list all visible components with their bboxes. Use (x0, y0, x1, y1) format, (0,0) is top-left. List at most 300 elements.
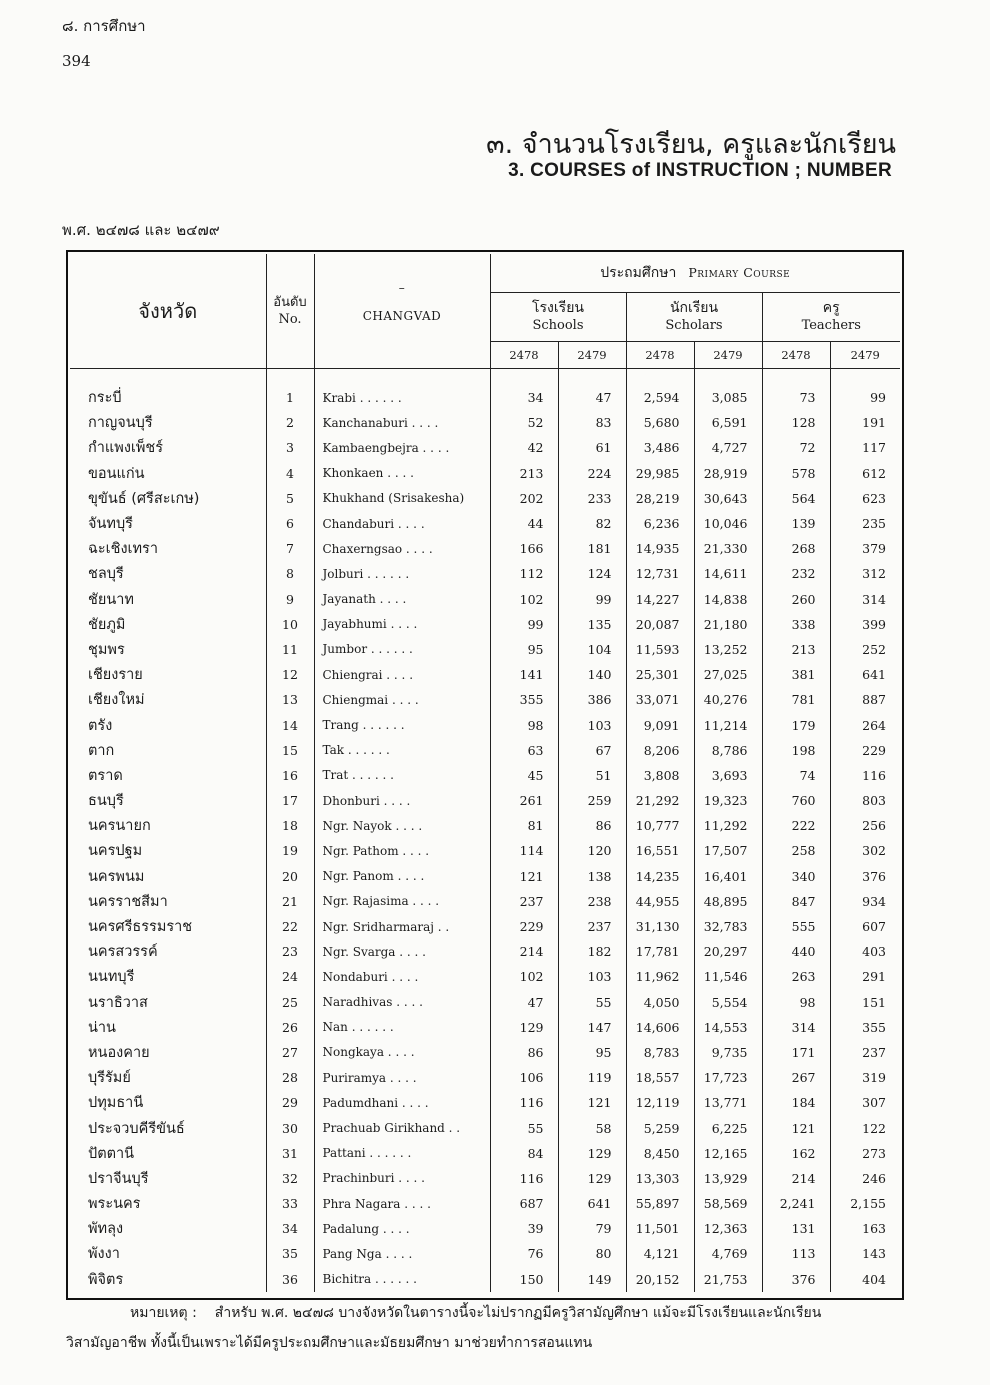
row-number: 8 (266, 561, 314, 586)
row-number: 7 (266, 536, 314, 561)
scholars-2479: 8,786 (694, 738, 762, 763)
province-thai: นครสวรรค์ (88, 944, 158, 961)
table-row (70, 1040, 900, 1065)
changvad-name: Chandaburi . . . . (314, 511, 490, 536)
row-number: 35 (266, 1241, 314, 1266)
schools-2478: 116 (490, 1090, 558, 1115)
teachers-2478: 139 (762, 511, 830, 536)
teachers-2478: 268 (762, 536, 830, 561)
teachers-2478: 128 (762, 410, 830, 435)
table-row (70, 410, 900, 435)
row-number: 31 (266, 1141, 314, 1166)
table-row (70, 486, 900, 511)
schools-2479: 233 (558, 486, 626, 511)
province-thai: ปทุมธานี (88, 1095, 144, 1112)
row-number: 34 (266, 1216, 314, 1241)
header-province-thai: จังหวัด (70, 254, 266, 369)
teachers-2478: 258 (762, 838, 830, 863)
table-row (70, 864, 900, 889)
schools-2478: 129 (490, 1015, 558, 1040)
schools-2478: 112 (490, 561, 558, 586)
table-row (70, 662, 900, 687)
teachers-2479: 319 (830, 1065, 900, 1090)
table-row (70, 838, 900, 863)
schools-2479: 121 (558, 1090, 626, 1115)
scholars-2478: 12,119 (626, 1090, 694, 1115)
scholars-2479: 12,165 (694, 1141, 762, 1166)
teachers-2479: 191 (830, 410, 900, 435)
row-number: 25 (266, 990, 314, 1015)
scholars-2478: 20,152 (626, 1267, 694, 1292)
schools-2478: 42 (490, 435, 558, 460)
education-table (70, 254, 900, 1292)
teachers-2479: 291 (830, 964, 900, 989)
province-thai: ชุมพร (88, 641, 125, 658)
scholars-2478: 14,606 (626, 1015, 694, 1040)
province-thai: นครนายก (88, 818, 151, 835)
scholars-2479: 14,611 (694, 561, 762, 586)
scholars-2479: 13,771 (694, 1090, 762, 1115)
province-thai: นครราชสีมา (88, 893, 168, 910)
scholars-2479: 10,046 (694, 511, 762, 536)
teachers-2479: 163 (830, 1216, 900, 1241)
scholars-2479: 6,225 (694, 1115, 762, 1140)
table-row (70, 1166, 900, 1191)
schools-2478: 214 (490, 939, 558, 964)
scholars-2478: 11,593 (626, 637, 694, 662)
scholars-2479: 32,783 (694, 914, 762, 939)
table-row (70, 435, 900, 460)
changvad-name: Chiengmai . . . . (314, 687, 490, 712)
scholars-2478: 4,050 (626, 990, 694, 1015)
header-scholars (626, 293, 762, 342)
changvad-name: Dhonburi . . . . (314, 788, 490, 813)
header-no-thai: อันดับ (273, 295, 307, 310)
page-title-english: 3. COURSES of INSTRUCTION ; NUMBER (508, 160, 892, 181)
schools-2479: 641 (558, 1191, 626, 1216)
row-number: 20 (266, 864, 314, 889)
years-caption: พ.ศ. ๒๔๗๘ และ ๒๔๗๙ (62, 221, 220, 239)
scholars-2478: 21,292 (626, 788, 694, 813)
teachers-2478: 98 (762, 990, 830, 1015)
header-changvad (314, 254, 490, 369)
schools-2479: 237 (558, 914, 626, 939)
scholars-2479: 21,753 (694, 1267, 762, 1292)
scholars-2478: 2,594 (626, 385, 694, 410)
changvad-name: Nongkaya . . . . (314, 1040, 490, 1065)
row-number: 12 (266, 662, 314, 687)
schools-2478: 45 (490, 763, 558, 788)
schools-2479: 129 (558, 1166, 626, 1191)
teachers-2478: 338 (762, 612, 830, 637)
changvad-name: Pattani . . . . . . (314, 1141, 490, 1166)
schools-2479: 386 (558, 687, 626, 712)
teachers-2478: 131 (762, 1216, 830, 1241)
teachers-2479: 803 (830, 788, 900, 813)
province-thai: บุรีรัมย์ (88, 1070, 131, 1087)
scholars-2478: 3,486 (626, 435, 694, 460)
changvad-name: Ngr. Panom . . . . (314, 864, 490, 889)
changvad-name: Ngr. Rajasima . . . . (314, 889, 490, 914)
schools-2478: 39 (490, 1216, 558, 1241)
teachers-2479: 404 (830, 1267, 900, 1292)
row-number: 26 (266, 1015, 314, 1040)
province-thai: ชัยนาท (88, 591, 134, 608)
changvad-name: Jolburi . . . . . . (314, 561, 490, 586)
schools-2479: 182 (558, 939, 626, 964)
scholars-2478: 6,236 (626, 511, 694, 536)
table-body (70, 369, 900, 1292)
scholars-2479: 16,401 (694, 864, 762, 889)
row-number: 32 (266, 1166, 314, 1191)
table-row (70, 1241, 900, 1266)
schools-2479: 86 (558, 813, 626, 838)
header-schools-thai: โรงเรียน (532, 300, 584, 316)
header-changvad-label: CHANGVAD (362, 309, 442, 323)
schools-2478: 52 (490, 410, 558, 435)
schools-2478: 355 (490, 687, 558, 712)
scholars-2478: 31,130 (626, 914, 694, 939)
row-number: 11 (266, 637, 314, 662)
teachers-2478: 73 (762, 385, 830, 410)
scholars-2479: 20,297 (694, 939, 762, 964)
row-number: 13 (266, 687, 314, 712)
teachers-2479: 376 (830, 864, 900, 889)
row-number: 14 (266, 712, 314, 737)
footnote-text-1: สำหรับ พ.ศ. ๒๔๗๘ บางจังหวัดในตารางนี้จะไม่ปรากฏมีครูวิสามัญศึกษา แม้จะมีโรงเรียนและนักเรียน (214, 1305, 822, 1321)
teachers-2478: 184 (762, 1090, 830, 1115)
teachers-2478: 213 (762, 637, 830, 662)
row-number: 30 (266, 1115, 314, 1140)
province-thai: นนทบุรี (88, 969, 135, 986)
schools-2478: 63 (490, 738, 558, 763)
scholars-2478: 8,206 (626, 738, 694, 763)
province-thai: ปราจีนบุรี (88, 1170, 149, 1187)
schools-2478: 95 (490, 637, 558, 662)
row-number: 4 (266, 461, 314, 486)
header-no-en: No. (278, 312, 302, 327)
row-number: 15 (266, 738, 314, 763)
province-thai: ปัตตานี (88, 1145, 135, 1162)
scholars-2479: 5,554 (694, 990, 762, 1015)
scholars-2479: 3,085 (694, 385, 762, 410)
scholars-2478: 8,450 (626, 1141, 694, 1166)
teachers-2479: 264 (830, 712, 900, 737)
teachers-2478: 760 (762, 788, 830, 813)
schools-2478: 99 (490, 612, 558, 637)
header-teachers-thai: ครู (822, 300, 840, 316)
schools-2479: 259 (558, 788, 626, 813)
scholars-2479: 6,591 (694, 410, 762, 435)
scholars-2478: 11,962 (626, 964, 694, 989)
schools-2478: 121 (490, 864, 558, 889)
teachers-2478: 198 (762, 738, 830, 763)
province-thai: ขอนแก่น (88, 465, 145, 482)
teachers-2478: 847 (762, 889, 830, 914)
teachers-2478: 222 (762, 813, 830, 838)
scholars-2478: 28,219 (626, 486, 694, 511)
province-thai: กำแพงเพ็ชร์ (88, 440, 164, 457)
scholars-2478: 25,301 (626, 662, 694, 687)
changvad-name: Krabi . . . . . . (314, 385, 490, 410)
scholars-2478: 33,071 (626, 687, 694, 712)
changvad-name: Chaxerngsao . . . . (314, 536, 490, 561)
teachers-2478: 214 (762, 1166, 830, 1191)
changvad-name: Jayabhumi . . . . (314, 612, 490, 637)
schools-2479: 149 (558, 1267, 626, 1292)
scholars-2479: 17,723 (694, 1065, 762, 1090)
scholars-2479: 13,929 (694, 1166, 762, 1191)
scholars-2478: 12,731 (626, 561, 694, 586)
scholars-2478: 5,680 (626, 410, 694, 435)
teachers-2478: 232 (762, 561, 830, 586)
scholars-2478: 55,897 (626, 1191, 694, 1216)
province-thai: ตาก (88, 742, 115, 759)
schools-2478: 34 (490, 385, 558, 410)
teachers-2479: 623 (830, 486, 900, 511)
scholars-2478: 14,227 (626, 587, 694, 612)
schools-2478: 106 (490, 1065, 558, 1090)
schools-2479: 95 (558, 1040, 626, 1065)
row-number: 19 (266, 838, 314, 863)
schools-2478: 102 (490, 964, 558, 989)
province-thai: กระบี่ (88, 390, 122, 407)
scholars-2478: 44,955 (626, 889, 694, 914)
teachers-2479: 307 (830, 1090, 900, 1115)
schools-2479: 103 (558, 712, 626, 737)
teachers-2479: 237 (830, 1040, 900, 1065)
province-thai: นครปฐม (88, 843, 143, 860)
page-number: 394 (62, 52, 91, 70)
schools-2479: 83 (558, 410, 626, 435)
header-teachers-en: Teachers (801, 318, 861, 333)
province-thai: ขุขันธ์ (ศรีสะเกษ) (88, 490, 200, 507)
province-thai: พังงา (88, 1246, 120, 1263)
row-number: 36 (266, 1267, 314, 1292)
teachers-2478: 179 (762, 712, 830, 737)
changvad-name: Ngr. Sridharmaraj . . (314, 914, 490, 939)
table-row (70, 1267, 900, 1292)
scholars-2479: 48,895 (694, 889, 762, 914)
table-row (70, 738, 900, 763)
teachers-2478: 2,241 (762, 1191, 830, 1216)
teachers-2478: 340 (762, 864, 830, 889)
schools-2479: 99 (558, 587, 626, 612)
schools-2479: 140 (558, 662, 626, 687)
changvad-name: Prachinburi . . . . (314, 1166, 490, 1191)
table-row (70, 763, 900, 788)
province-thai: ฉะเชิงเทรา (88, 541, 158, 558)
row-number: 1 (266, 385, 314, 410)
province-thai: พระนคร (88, 1196, 141, 1213)
row-number: 9 (266, 587, 314, 612)
scholars-2479: 21,330 (694, 536, 762, 561)
province-thai: เชียงใหม่ (88, 692, 145, 709)
scholars-2479: 3,693 (694, 763, 762, 788)
table-row (70, 637, 900, 662)
schools-2479: 124 (558, 561, 626, 586)
changvad-name: Trat . . . . . . (314, 763, 490, 788)
changvad-name: Puriramya . . . . (314, 1065, 490, 1090)
schools-2479: 238 (558, 889, 626, 914)
table-row (70, 889, 900, 914)
row-number: 28 (266, 1065, 314, 1090)
teachers-2479: 403 (830, 939, 900, 964)
scholars-2478: 9,091 (626, 712, 694, 737)
changvad-name: Khonkaen . . . . (314, 461, 490, 486)
scholars-2478: 4,121 (626, 1241, 694, 1266)
teachers-2478: 555 (762, 914, 830, 939)
row-number: 3 (266, 435, 314, 460)
changvad-name: Jayanath . . . . (314, 587, 490, 612)
scholars-2478: 16,551 (626, 838, 694, 863)
table-row (70, 561, 900, 586)
scholars-2479: 19,323 (694, 788, 762, 813)
province-thai: พิจิตร (88, 1271, 124, 1288)
footnote-line-1 (130, 1302, 821, 1324)
teachers-2479: 246 (830, 1166, 900, 1191)
teachers-2478: 440 (762, 939, 830, 964)
schools-2478: 81 (490, 813, 558, 838)
schools-2478: 141 (490, 662, 558, 687)
scholars-2478: 29,985 (626, 461, 694, 486)
changvad-name: Padumdhani . . . . (314, 1090, 490, 1115)
header-year: 2478 (490, 342, 558, 369)
scholars-2478: 14,235 (626, 864, 694, 889)
schools-2479: 224 (558, 461, 626, 486)
table-row (70, 939, 900, 964)
scholars-2479: 27,025 (694, 662, 762, 687)
teachers-2478: 578 (762, 461, 830, 486)
teachers-2479: 379 (830, 536, 900, 561)
row-number: 10 (266, 612, 314, 637)
table-row (70, 990, 900, 1015)
teachers-2479: 99 (830, 385, 900, 410)
header-scholars-thai: นักเรียน (669, 300, 719, 316)
changvad-name: Khukhand (Srisakesha) (314, 486, 490, 511)
province-thai: จันทบุรี (88, 516, 133, 533)
header-schools (490, 293, 626, 342)
teachers-2479: 934 (830, 889, 900, 914)
row-number: 22 (266, 914, 314, 939)
schools-2478: 55 (490, 1115, 558, 1140)
province-thai: ชัยภูมิ (88, 616, 126, 633)
changvad-name: Phra Nagara . . . . (314, 1191, 490, 1216)
teachers-2479: 117 (830, 435, 900, 460)
teachers-2478: 72 (762, 435, 830, 460)
schools-2479: 61 (558, 435, 626, 460)
schools-2479: 79 (558, 1216, 626, 1241)
scholars-2478: 14,935 (626, 536, 694, 561)
province-thai: นราธิวาส (88, 994, 148, 1011)
table-row (70, 461, 900, 486)
table-row (70, 813, 900, 838)
row-number: 21 (266, 889, 314, 914)
schools-2478: 237 (490, 889, 558, 914)
scholars-2479: 58,569 (694, 1191, 762, 1216)
province-thai: นครพนม (88, 868, 145, 885)
teachers-2479: 143 (830, 1241, 900, 1266)
teachers-2478: 564 (762, 486, 830, 511)
province-thai: ธนบุรี (88, 793, 124, 810)
header-year: 2478 (762, 342, 830, 369)
table-row (70, 1065, 900, 1090)
teachers-2479: 302 (830, 838, 900, 863)
schools-2479: 181 (558, 536, 626, 561)
footnote-line-2: วิสามัญอาชีพ ทั้งนี้เป็นเพราะได้มีครูประถมศึกษาและมัธยมศึกษา มาช่วยทำการสอนแทน (66, 1335, 593, 1351)
scholars-2479: 4,727 (694, 435, 762, 460)
schools-2479: 147 (558, 1015, 626, 1040)
header-teachers (762, 293, 900, 342)
header-year: 2478 (626, 342, 694, 369)
schools-2478: 202 (490, 486, 558, 511)
schools-2479: 119 (558, 1065, 626, 1090)
schools-2479: 104 (558, 637, 626, 662)
scholars-2478: 10,777 (626, 813, 694, 838)
teachers-2479: 229 (830, 738, 900, 763)
schools-2479: 135 (558, 612, 626, 637)
scholars-2478: 20,087 (626, 612, 694, 637)
schools-2479: 58 (558, 1115, 626, 1140)
scholars-2478: 8,783 (626, 1040, 694, 1065)
scholars-2479: 11,214 (694, 712, 762, 737)
schools-2478: 44 (490, 511, 558, 536)
province-thai: นครศรีธรรมราช (88, 919, 193, 936)
scholars-2478: 17,781 (626, 939, 694, 964)
schools-2479: 51 (558, 763, 626, 788)
scholars-2479: 11,546 (694, 964, 762, 989)
row-number: 16 (266, 763, 314, 788)
row-number: 23 (266, 939, 314, 964)
schools-2478: 47 (490, 990, 558, 1015)
schools-2478: 229 (490, 914, 558, 939)
schools-2479: 47 (558, 385, 626, 410)
teachers-2478: 162 (762, 1141, 830, 1166)
province-thai: ตราด (88, 767, 123, 784)
teachers-2479: 116 (830, 763, 900, 788)
header-no (266, 254, 314, 369)
table-row (70, 712, 900, 737)
scholars-2479: 14,838 (694, 587, 762, 612)
table-row (70, 612, 900, 637)
schools-2478: 86 (490, 1040, 558, 1065)
teachers-2479: 612 (830, 461, 900, 486)
province-thai: ชลบุรี (88, 566, 124, 583)
footnote-label: หมายเหตุ : (130, 1305, 197, 1321)
teachers-2478: 267 (762, 1065, 830, 1090)
changvad-name: Kanchanaburi . . . . (314, 410, 490, 435)
teachers-2478: 376 (762, 1267, 830, 1292)
table-row (70, 511, 900, 536)
scholars-2479: 17,507 (694, 838, 762, 863)
teachers-2479: 256 (830, 813, 900, 838)
teachers-2479: 355 (830, 1015, 900, 1040)
scholars-2479: 11,292 (694, 813, 762, 838)
changvad-name: Ngr. Nayok . . . . (314, 813, 490, 838)
teachers-2478: 121 (762, 1115, 830, 1140)
teachers-2479: 312 (830, 561, 900, 586)
teachers-2478: 263 (762, 964, 830, 989)
teachers-2479: 151 (830, 990, 900, 1015)
changvad-name: Bichitra . . . . . . (314, 1267, 490, 1292)
changvad-name: Trang . . . . . . (314, 712, 490, 737)
schools-2479: 67 (558, 738, 626, 763)
teachers-2478: 781 (762, 687, 830, 712)
province-thai: หนองคาย (88, 1044, 150, 1061)
teachers-2478: 314 (762, 1015, 830, 1040)
province-thai: พัทลุง (88, 1221, 124, 1238)
table-row (70, 1141, 900, 1166)
